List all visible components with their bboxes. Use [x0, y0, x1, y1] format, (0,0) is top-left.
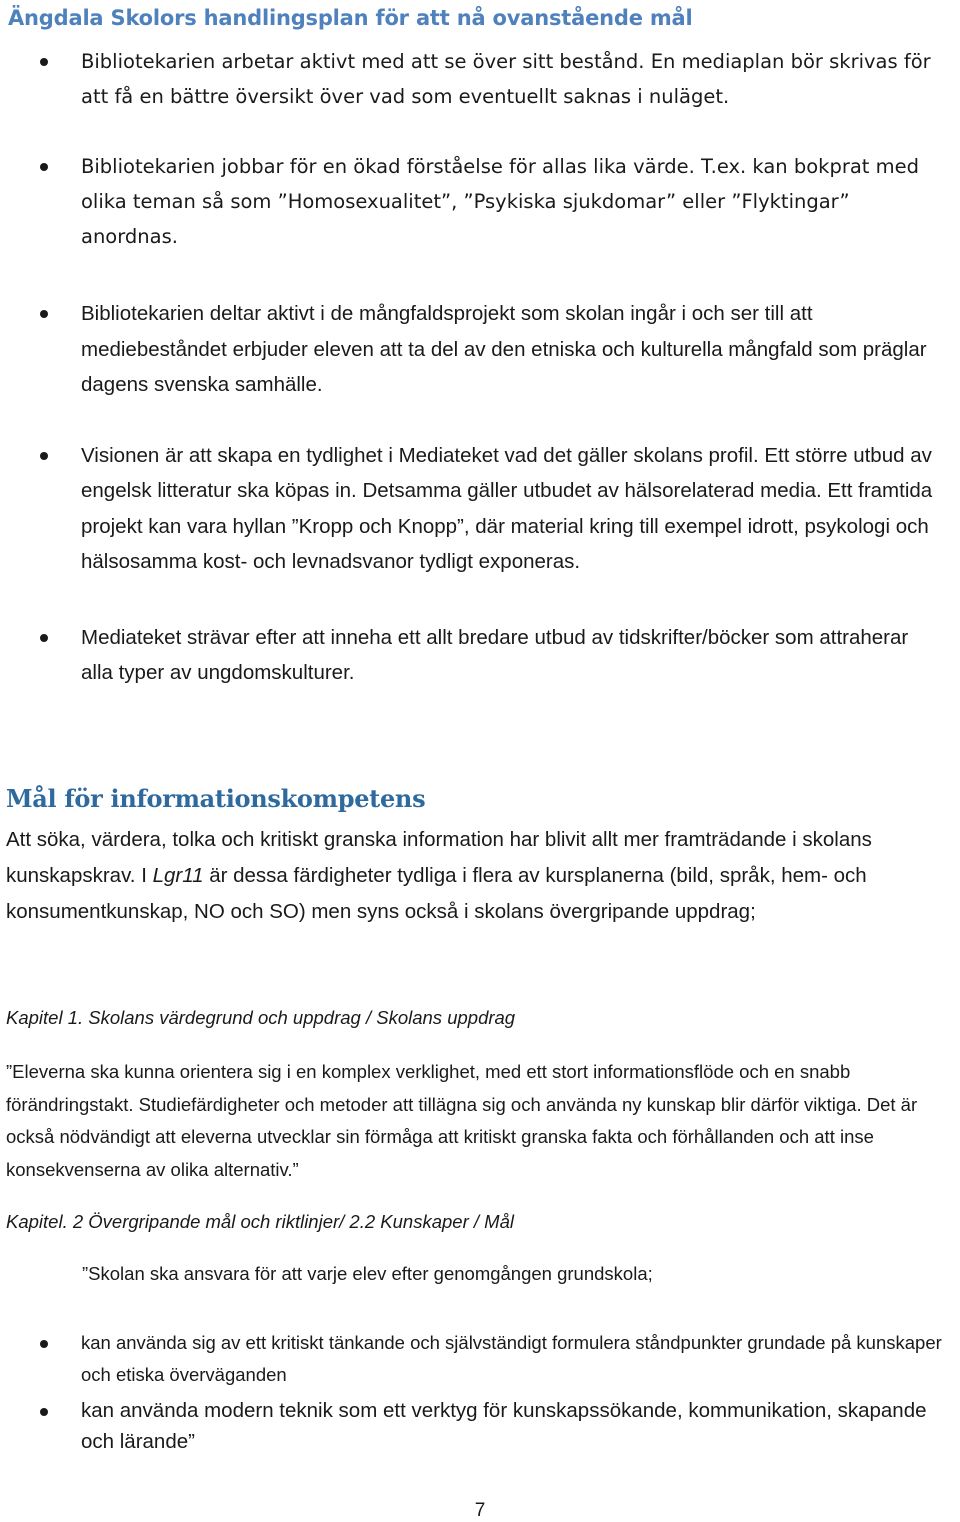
list-item	[0, 438, 960, 580]
list-item-text: Bibliotekarien jobbar för en ökad förståelse för allas lika värde. T.ex. kan bokprat med olika teman så som ”Homosexualitet”, ”Psykiska sjukdomar” eller ”Flyktingar” anordnas.	[81, 155, 920, 248]
list-item	[0, 44, 960, 114]
intro-emphasis: Lgr11	[152, 864, 204, 887]
list-item-text: Bibliotekarien deltar aktivt i de mångfaldsprojekt som skolan ingår i och ser till att mediebeståndet erbjuder eleven att ta del av den etniska och kulturella mångfald som präglar dagens svenska samhälle.	[81, 302, 927, 396]
section-heading-mal: Mål för informationskompetens	[6, 784, 426, 813]
intro-text: Att söka, värdera, tolka och kritiskt granska information har blivit allt mer framträdande i skolans kunskapskrav. I	[6, 828, 872, 887]
intro-text-cont: är dessa färdigheter tydliga i flera av kursplanerna (bild, språk, hem- och konsumentkunskap, NO och SO) men syns också i skolans övergripande uppdrag;	[6, 864, 867, 923]
list-item	[0, 620, 960, 691]
chapter-reference: Kapitel 1. Skolans värdegrund och uppdrag / Skolans uppdrag	[6, 1007, 516, 1028]
action-list-a	[0, 44, 960, 254]
list-item-text: Mediateket strävar efter att inneha ett allt bredare utbud av tidskrifter/böcker som attraherar alla typer av ungdomskulturer.	[81, 625, 909, 684]
list-item-text: Visionen är att skapa en tydlighet i Mediateket vad det gäller skolans profil. Ett större utbud av engelsk litteratur ska köpas in. Detsamma gäller utbudet av hälsorelaterad media. Ett framtida projekt kan vara hyllan ”Kropp och Knopp”, där material kring till exempel idrott, psykologi och hälsosamma kost- och levnadsvanor tydligt exponeras.	[81, 443, 933, 573]
list-item	[0, 149, 960, 254]
bullet-icon	[40, 452, 48, 460]
list-item-text: kan använda modern teknik som ett verktyg för kunskapssökande, kommunikation, skapande och lärande”	[81, 1399, 927, 1453]
list-item-text: kan använda sig av ett kritiskt tänkande och självständigt formulera ståndpunkter grundade på kunskaper och etiska överväganden	[81, 1332, 942, 1385]
chapter-reference: Kapitel. 2 Övergripande mål och riktlinjer/ 2.2 Kunskaper / Mål	[6, 1211, 514, 1232]
curriculum-quote: ”Eleverna ska kunna orientera sig i en komplex verklighet, med ett stort informationsflöde och en snabb förändringstakt. Studiefärdigheter och metoder att tillägna sig och använda ny kunskap blir därför viktiga. Det är också nödvändigt att eleverna utvecklar sin förmåga att kritiskt granska fakta och förhållanden och att inse konsekvenserna av olika alternativ.”	[6, 1061, 918, 1180]
bullet-icon	[40, 1408, 48, 1416]
page-number: 7	[474, 1500, 486, 1521]
section-heading: Ängdala Skolors handlingsplan för att nå ovanstående mål	[8, 6, 693, 30]
bullet-icon	[40, 58, 48, 66]
list-item	[0, 1395, 960, 1457]
intro-paragraph	[6, 822, 951, 930]
list-item	[0, 296, 960, 403]
bullet-icon	[40, 163, 48, 171]
curriculum-quote-intro: ”Skolan ska ansvara för att varje elev efter genomgången grundskola;	[82, 1263, 653, 1284]
list-item-text: Bibliotekarien arbetar aktivt med att se över sitt bestånd. En mediaplan bör skrivas för att få en bättre översikt över vad som eventuellt saknas i nuläget.	[81, 50, 931, 108]
goal-list	[0, 1327, 960, 1457]
action-list-b	[0, 296, 960, 691]
list-item	[0, 1327, 960, 1391]
bullet-icon	[40, 1340, 48, 1348]
bullet-icon	[40, 310, 48, 318]
bullet-icon	[40, 634, 48, 642]
